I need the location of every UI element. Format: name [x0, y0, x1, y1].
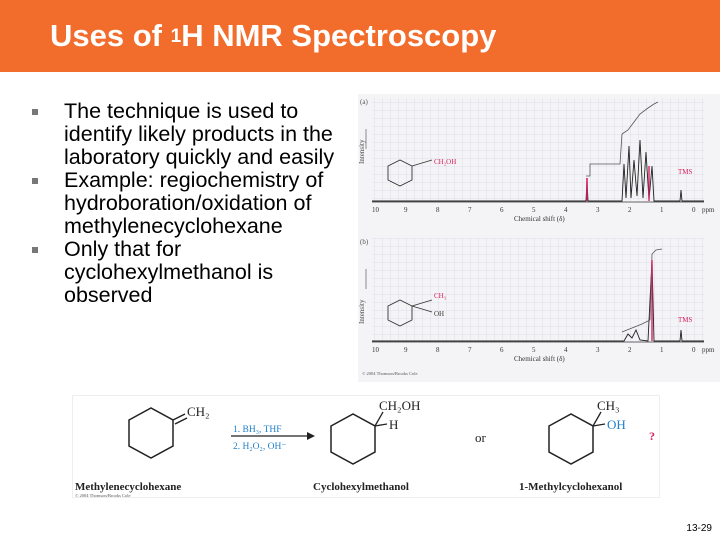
svg-text:2: 2 — [628, 346, 632, 354]
svg-text:8: 8 — [436, 346, 440, 354]
reactant-ch2: CH₂ — [187, 404, 210, 419]
reaction-copyright: © 2004 Thomson/Brooks Cole — [75, 493, 131, 498]
product1-ch2oh: CH₂OH — [379, 398, 421, 413]
tms-label-a: TMS — [678, 168, 693, 176]
panel-b-grid — [372, 238, 704, 342]
panel-a-grid — [372, 98, 704, 202]
y-axis-label-a: Intensity — [358, 139, 366, 164]
svg-text:6: 6 — [500, 346, 504, 354]
svg-text:6: 6 — [500, 206, 504, 214]
slide-number: 13-29 — [686, 523, 712, 534]
panel-a-tag: (a) — [360, 98, 368, 106]
ppm-label-a: ppm — [702, 206, 715, 214]
label-cyclohexylmethanol: Cyclohexylmethanol — [313, 481, 409, 493]
reactant-ring — [129, 408, 173, 458]
bullet-item: Only that for cyclohexylmethanol is observed — [32, 238, 362, 307]
product2-ring — [549, 414, 593, 464]
svg-text:7: 7 — [468, 346, 472, 354]
reagent-step1: 1. BH₃, THF — [233, 425, 282, 435]
x-axis-label-b: Chemical shift (δ) — [514, 355, 565, 363]
svg-text:1: 1 — [660, 206, 664, 214]
or-text: or — [475, 430, 486, 445]
x-ticks-a — [372, 206, 696, 214]
y-axis-label-b: Intensity — [358, 299, 366, 324]
label-methylenecyclohexane: Methylenecyclohexane — [75, 481, 182, 493]
nmr-spectra-figure — [358, 94, 720, 382]
ch2oh-label: CH₂OH — [434, 158, 457, 166]
bullet-icon — [32, 178, 38, 184]
bullet-list — [32, 100, 362, 307]
svg-text:1: 1 — [660, 346, 664, 354]
bullet-icon — [32, 247, 38, 253]
svg-text:3: 3 — [596, 346, 600, 354]
label-methylcyclohexanol: 1-Methylcyclohexanol — [519, 481, 623, 493]
ch3-label: CH₃ — [434, 292, 447, 300]
tms-label-b: TMS — [678, 316, 693, 324]
bullet-icon — [32, 109, 38, 115]
svg-text:4: 4 — [564, 206, 568, 214]
reagent-step2: 2. H₂O₂, OH⁻ — [233, 442, 287, 452]
product2-ch3: CH₃ — [597, 398, 620, 413]
svg-text:8: 8 — [436, 206, 440, 214]
product2-oh: OH — [607, 417, 626, 432]
svg-text:10: 10 — [372, 206, 379, 214]
oh-label-b: OH — [434, 310, 445, 318]
svg-text:2: 2 — [628, 206, 632, 214]
x-axis-label-a: Chemical shift (δ) — [514, 215, 565, 223]
title-bar — [0, 0, 720, 72]
svg-text:0: 0 — [692, 206, 696, 214]
svg-text:5: 5 — [532, 206, 536, 214]
svg-text:4: 4 — [564, 346, 568, 354]
svg-text:3: 3 — [596, 206, 600, 214]
svg-text:9: 9 — [404, 346, 408, 354]
product1-ring — [331, 414, 375, 464]
bullet-item: The technique is used to identify likely products in the laboratory quickly and easily — [32, 100, 362, 169]
panel-b-tag: (b) — [360, 238, 369, 246]
x-ticks-b — [372, 346, 696, 354]
svg-text:10: 10 — [372, 346, 379, 354]
svg-text:7: 7 — [468, 206, 472, 214]
question-mark: ? — [649, 429, 655, 443]
ppm-label-b: ppm — [702, 346, 715, 354]
svg-text:0: 0 — [692, 346, 696, 354]
reaction-scheme — [72, 395, 660, 498]
slide-title: Uses of $^1$H NMR Spectroscopy — [50, 18, 497, 53]
bullet-item: Example: regiochemistry of hydroboration/oxidation of methylenecyclohexane — [32, 169, 362, 238]
product1-h: H — [389, 417, 399, 432]
svg-text:9: 9 — [404, 206, 408, 214]
svg-text:5: 5 — [532, 346, 536, 354]
spectra-copyright: © 2004 Thomson/Brooks Cole — [362, 371, 418, 376]
